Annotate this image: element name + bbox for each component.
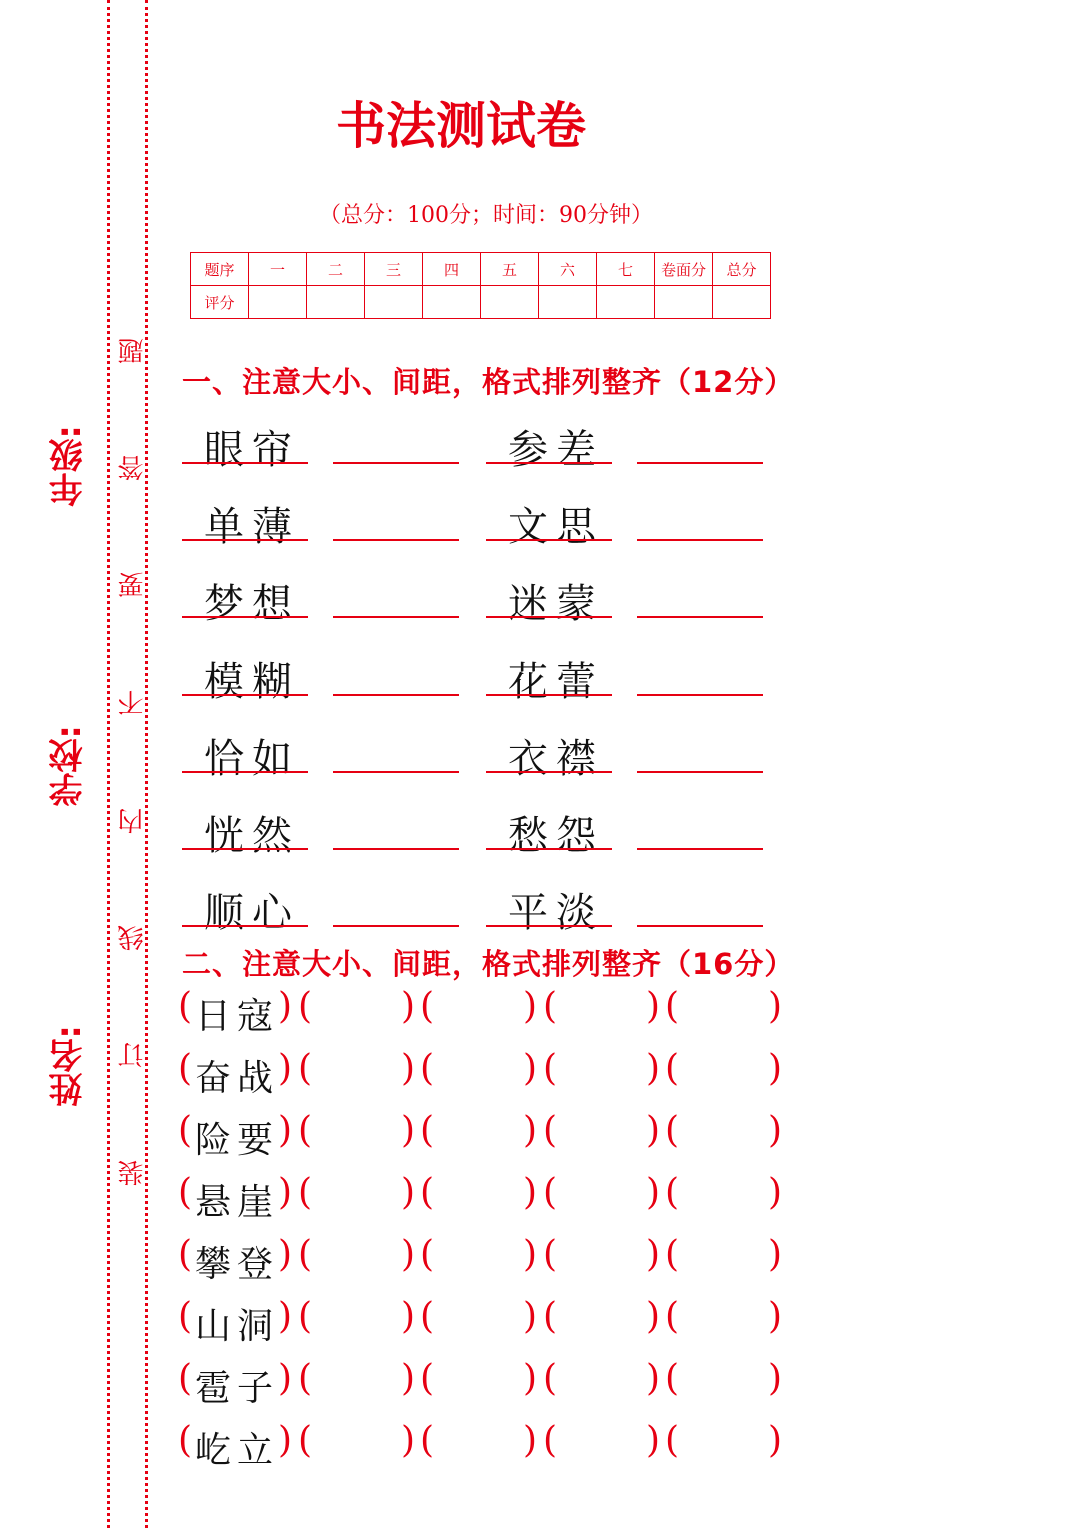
- writing-blank[interactable]: [312, 1176, 401, 1216]
- score-table: [190, 252, 771, 319]
- practice-word: 衣襟: [508, 736, 604, 782]
- open-paren: (: [543, 986, 558, 1027]
- score-cell: 二: [307, 253, 365, 286]
- writing-blank-line[interactable]: [637, 771, 763, 773]
- practice-word: 模糊: [204, 659, 300, 705]
- word-underline: [486, 462, 612, 464]
- practice-word: 参差: [508, 427, 604, 473]
- practice-word: 悬崖: [195, 1182, 280, 1223]
- close-paren: ): [401, 1358, 416, 1399]
- open-paren: (: [543, 1420, 558, 1461]
- writing-blank-line[interactable]: [333, 771, 459, 773]
- open-paren: (: [665, 986, 680, 1027]
- writing-blank[interactable]: [557, 1238, 646, 1278]
- writing-blank[interactable]: [434, 1176, 523, 1216]
- name-label: 姓名:: [49, 1025, 89, 1107]
- open-paren: (: [420, 1358, 435, 1399]
- open-paren: (: [298, 1172, 313, 1213]
- close-paren: ): [646, 986, 661, 1027]
- practice-word: 山洞: [195, 1306, 280, 1347]
- close-paren: ): [523, 1048, 538, 1089]
- word-underline: [486, 694, 612, 696]
- close-paren: ): [646, 1358, 661, 1399]
- open-paren: (: [178, 1048, 193, 1089]
- writing-blank-line[interactable]: [333, 462, 459, 464]
- score-input-cell[interactable]: [539, 286, 597, 319]
- score-cell: 三: [365, 253, 423, 286]
- open-paren: (: [420, 1420, 435, 1461]
- practice-word: 眼帘: [204, 427, 300, 473]
- score-cell: 总分: [713, 253, 771, 286]
- writing-blank[interactable]: [312, 990, 401, 1030]
- close-paren: ): [523, 986, 538, 1027]
- writing-blank[interactable]: [679, 1300, 768, 1340]
- close-paren: ): [646, 1234, 661, 1275]
- practice-word: 雹子: [195, 1368, 280, 1409]
- close-paren: ): [523, 1420, 538, 1461]
- binding-char: 要: [118, 572, 148, 598]
- close-paren: ): [278, 1172, 293, 1213]
- writing-blank[interactable]: [679, 1424, 768, 1464]
- open-paren: (: [420, 1048, 435, 1089]
- close-paren: ): [646, 1048, 661, 1089]
- open-paren: (: [178, 1296, 193, 1337]
- open-paren: (: [665, 1358, 680, 1399]
- binding-char: 装: [118, 1160, 148, 1186]
- writing-blank[interactable]: [679, 1238, 768, 1278]
- practice-word: 顺心: [204, 890, 300, 936]
- word-underline: [182, 694, 308, 696]
- open-paren: (: [178, 1110, 193, 1151]
- close-paren: ): [768, 1234, 783, 1275]
- open-paren: (: [665, 1234, 680, 1275]
- score-cell: 四: [423, 253, 481, 286]
- writing-blank[interactable]: [557, 990, 646, 1030]
- practice-word: 迷蒙: [508, 581, 604, 627]
- open-paren: (: [298, 986, 313, 1027]
- close-paren: ): [768, 1172, 783, 1213]
- writing-blank[interactable]: [434, 1114, 523, 1154]
- practice-word: 屹立: [195, 1430, 280, 1471]
- open-paren: (: [420, 1234, 435, 1275]
- open-paren: (: [178, 986, 193, 1027]
- open-paren: (: [298, 1296, 313, 1337]
- close-paren: ): [401, 986, 416, 1027]
- close-paren: ): [278, 1358, 293, 1399]
- close-paren: ): [523, 1358, 538, 1399]
- score-input-cell[interactable]: [423, 286, 481, 319]
- practice-word: 单薄: [204, 504, 300, 550]
- writing-blank[interactable]: [679, 1362, 768, 1402]
- open-paren: (: [298, 1110, 313, 1151]
- open-paren: (: [665, 1172, 680, 1213]
- close-paren: ): [401, 1172, 416, 1213]
- writing-blank[interactable]: [557, 1424, 646, 1464]
- open-paren: (: [665, 1420, 680, 1461]
- writing-blank[interactable]: [557, 1114, 646, 1154]
- writing-blank[interactable]: [679, 1052, 768, 1092]
- word-underline: [182, 539, 308, 541]
- close-paren: ): [278, 1296, 293, 1337]
- score-table-score-row: [191, 286, 771, 319]
- close-paren: ): [768, 1358, 783, 1399]
- writing-blank[interactable]: [557, 1362, 646, 1402]
- open-paren: (: [420, 1296, 435, 1337]
- practice-word: 文思: [508, 504, 604, 550]
- word-underline: [486, 539, 612, 541]
- close-paren: ): [646, 1420, 661, 1461]
- close-paren: ): [401, 1048, 416, 1089]
- writing-blank[interactable]: [679, 1114, 768, 1154]
- open-paren: (: [543, 1234, 558, 1275]
- practice-word: 平淡: [508, 890, 604, 936]
- score-input-cell[interactable]: [365, 286, 423, 319]
- score-input-cell[interactable]: [713, 286, 771, 319]
- close-paren: ): [401, 1234, 416, 1275]
- writing-blank[interactable]: [434, 1424, 523, 1464]
- page-title: 书法测试卷: [336, 97, 586, 155]
- close-paren: ): [278, 1110, 293, 1151]
- score-input-cell[interactable]: [249, 286, 307, 319]
- writing-blank[interactable]: [312, 1238, 401, 1278]
- word-underline: [182, 925, 308, 927]
- open-paren: (: [420, 1172, 435, 1213]
- writing-blank[interactable]: [679, 1176, 768, 1216]
- close-paren: ): [401, 1110, 416, 1151]
- practice-word: 愁怨: [508, 813, 604, 859]
- word-underline: [182, 771, 308, 773]
- word-underline: [182, 616, 308, 618]
- score-cell: 六: [539, 253, 597, 286]
- close-paren: ): [646, 1172, 661, 1213]
- open-paren: (: [665, 1296, 680, 1337]
- binding-char: 内: [118, 808, 148, 834]
- writing-blank-line[interactable]: [637, 539, 763, 541]
- score-cell: 七: [597, 253, 655, 286]
- writing-blank[interactable]: [434, 1238, 523, 1278]
- open-paren: (: [178, 1420, 193, 1461]
- practice-word: 花蕾: [508, 659, 604, 705]
- close-paren: ): [278, 1420, 293, 1461]
- open-paren: (: [178, 1358, 193, 1399]
- close-paren: ): [646, 1110, 661, 1151]
- open-paren: (: [543, 1358, 558, 1399]
- close-paren: ): [768, 1048, 783, 1089]
- open-paren: (: [543, 1048, 558, 1089]
- practice-word: 攀登: [195, 1244, 280, 1285]
- binding-char: 线: [118, 925, 148, 951]
- binding-dotted-line-left: [107, 0, 110, 1528]
- binding-dotted-line-right: [145, 0, 148, 1528]
- score-input-cell[interactable]: [655, 286, 713, 319]
- practice-word: 日寇: [195, 996, 280, 1037]
- word-underline: [182, 848, 308, 850]
- close-paren: ): [278, 1048, 293, 1089]
- close-paren: ): [401, 1420, 416, 1461]
- practice-word: 奋战: [195, 1058, 280, 1099]
- open-paren: (: [543, 1296, 558, 1337]
- open-paren: (: [420, 1110, 435, 1151]
- open-paren: (: [543, 1110, 558, 1151]
- open-paren: (: [298, 1048, 313, 1089]
- close-paren: ): [646, 1296, 661, 1337]
- writing-blank[interactable]: [434, 1052, 523, 1092]
- close-paren: ): [401, 1296, 416, 1337]
- section1-heading: 一、注意大小、间距，格式排列整齐（12分）: [182, 365, 795, 399]
- writing-blank[interactable]: [312, 1300, 401, 1340]
- writing-blank-line[interactable]: [333, 539, 459, 541]
- school-label: 学校:: [49, 725, 89, 807]
- writing-blank[interactable]: [557, 1300, 646, 1340]
- binding-char: 答: [118, 455, 148, 481]
- score-cell: 一: [249, 253, 307, 286]
- close-paren: ): [523, 1110, 538, 1151]
- word-underline: [486, 616, 612, 618]
- close-paren: ): [768, 1110, 783, 1151]
- close-paren: ): [523, 1234, 538, 1275]
- open-paren: (: [543, 1172, 558, 1213]
- close-paren: ): [278, 986, 293, 1027]
- word-underline: [486, 848, 612, 850]
- writing-blank[interactable]: [312, 1362, 401, 1402]
- writing-blank-line[interactable]: [333, 848, 459, 850]
- writing-blank[interactable]: [557, 1052, 646, 1092]
- writing-blank-line[interactable]: [333, 616, 459, 618]
- practice-word: 险要: [195, 1120, 280, 1161]
- writing-blank-line[interactable]: [637, 694, 763, 696]
- score-cell: 五: [481, 253, 539, 286]
- writing-blank[interactable]: [312, 1114, 401, 1154]
- writing-blank[interactable]: [557, 1176, 646, 1216]
- score-cell: 卷面分: [655, 253, 713, 286]
- close-paren: ): [768, 1420, 783, 1461]
- score-input-cell[interactable]: [307, 286, 365, 319]
- writing-blank-line[interactable]: [637, 462, 763, 464]
- writing-blank-line[interactable]: [637, 848, 763, 850]
- open-paren: (: [178, 1234, 193, 1275]
- word-underline: [182, 462, 308, 464]
- binding-char: 题: [118, 338, 148, 364]
- writing-blank[interactable]: [312, 1424, 401, 1464]
- score-row-label: 评分: [191, 286, 249, 319]
- binding-char: 不: [118, 690, 148, 716]
- word-underline: [486, 925, 612, 927]
- close-paren: ): [278, 1234, 293, 1275]
- practice-word: 恰如: [204, 736, 300, 782]
- section2-heading: 二、注意大小、间距，格式排列整齐（16分）: [182, 947, 795, 981]
- grade-label: 年级:: [49, 425, 89, 507]
- writing-blank[interactable]: [312, 1052, 401, 1092]
- writing-blank-line[interactable]: [333, 694, 459, 696]
- writing-blank[interactable]: [434, 1362, 523, 1402]
- word-underline: [486, 771, 612, 773]
- open-paren: (: [298, 1420, 313, 1461]
- score-table-header-row: [191, 253, 771, 286]
- writing-blank-line[interactable]: [333, 925, 459, 927]
- open-paren: (: [178, 1172, 193, 1213]
- writing-blank-line[interactable]: [637, 616, 763, 618]
- open-paren: (: [665, 1048, 680, 1089]
- writing-blank[interactable]: [434, 1300, 523, 1340]
- writing-blank[interactable]: [434, 990, 523, 1030]
- score-cell: 题序: [191, 253, 249, 286]
- open-paren: (: [298, 1358, 313, 1399]
- open-paren: (: [665, 1110, 680, 1151]
- writing-blank-line[interactable]: [637, 925, 763, 927]
- close-paren: ): [523, 1172, 538, 1213]
- practice-word: 恍然: [204, 813, 300, 859]
- practice-word: 梦想: [204, 581, 300, 627]
- close-paren: ): [523, 1296, 538, 1337]
- score-input-cell[interactable]: [597, 286, 655, 319]
- close-paren: ): [768, 1296, 783, 1337]
- open-paren: (: [420, 986, 435, 1027]
- page-subtitle: （总分：100分；时间：90分钟）: [319, 203, 653, 228]
- close-paren: ): [768, 986, 783, 1027]
- open-paren: (: [298, 1234, 313, 1275]
- score-input-cell[interactable]: [481, 286, 539, 319]
- writing-blank[interactable]: [679, 990, 768, 1030]
- binding-char: 订: [118, 1042, 148, 1068]
